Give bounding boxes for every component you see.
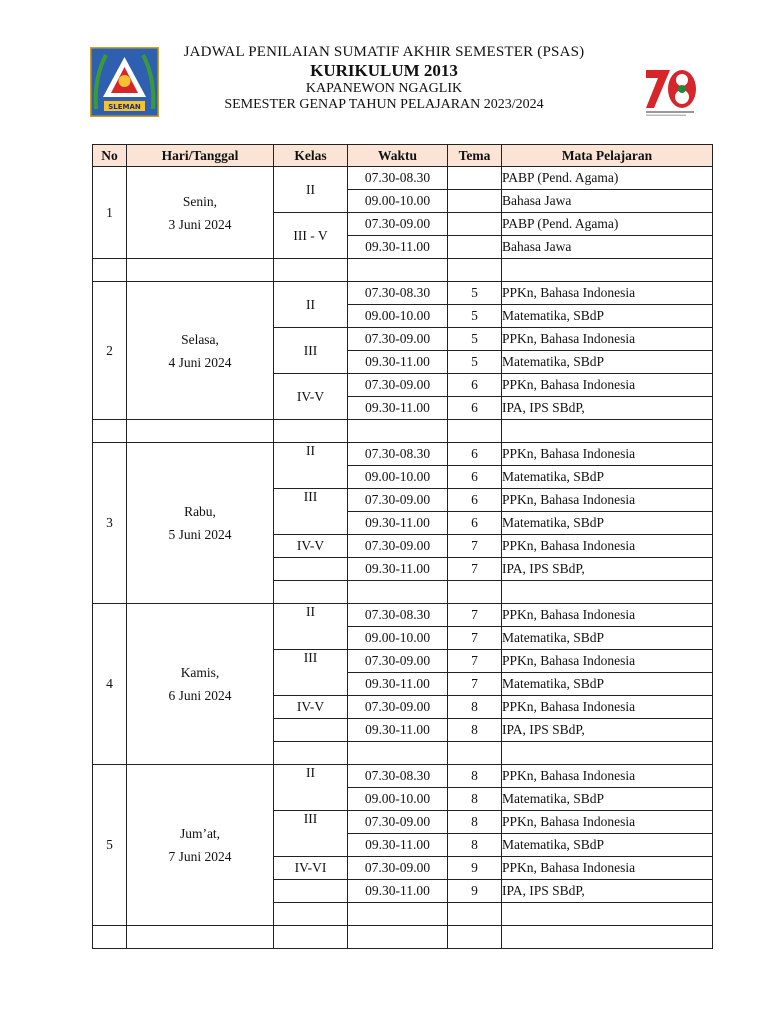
theme-cell [448,167,502,190]
subject-cell: PPKn, Bahasa Indonesia [502,765,713,788]
class-cell: III [274,811,348,857]
day-date-cell [127,765,274,926]
time-cell: 09.00-10.00 [348,627,448,650]
document-header [0,44,768,113]
class-cell [274,880,348,903]
subject-cell: PPKn, Bahasa Indonesia [502,604,713,627]
time-cell: 09.00-10.00 [348,788,448,811]
class-cell [274,719,348,742]
theme-cell: 8 [448,765,502,788]
day-name: Jum’at, [179,826,221,841]
theme-cell: 5 [448,328,502,351]
theme-cell: 6 [448,466,502,489]
subject-cell: IPA, IPS SBdP, [502,397,713,420]
class-cell: III [274,328,348,374]
theme-cell: 8 [448,834,502,857]
theme-cell: 7 [448,627,502,650]
theme-cell: 7 [448,558,502,581]
time-cell: 07.30-08.30 [348,282,448,305]
time-cell: 07.30-09.00 [348,535,448,558]
time-cell: 07.30-08.30 [348,765,448,788]
theme-cell [448,742,502,765]
subject-cell: Bahasa Jawa [502,190,713,213]
header-title: JADWAL PENILAIAN SUMATIF AKHIR SEMESTER (PSAS) [183,44,585,60]
subject-cell: PABP (Pend. Agama) [502,167,713,190]
class-cell [274,903,348,926]
day-number: 2 [93,282,127,420]
table-row [93,282,713,305]
subject-cell: Matematika, SBdP [502,788,713,811]
time-cell: 09.00-10.00 [348,305,448,328]
time-cell: 07.30-09.00 [348,489,448,512]
col-header-time: Waktu [348,145,448,167]
time-cell: 09.30-11.00 [348,558,448,581]
subject-cell: PPKn, Bahasa Indonesia [502,696,713,719]
class-cell: III - V [274,213,348,259]
subject-cell: Matematika, SBdP [502,466,713,489]
subject-cell: Bahasa Jawa [502,236,713,259]
logo-left-text: SLEMAN [108,103,141,111]
day-name: Senin, [182,193,218,209]
day-number: 5 [93,765,127,926]
subject-cell: Matematika, SBdP [502,673,713,696]
subject-cell: IPA, IPS SBdP, [502,719,713,742]
subject-cell [502,581,713,604]
time-cell: 07.30-08.30 [348,604,448,627]
theme-cell: 5 [448,282,502,305]
theme-cell: 5 [448,351,502,374]
class-cell: IV-V [274,535,348,558]
time-cell: 07.30-08.30 [348,443,448,466]
date-text: 3 Juni 2024 [168,216,232,232]
class-cell [274,742,348,765]
time-cell: 07.30-09.00 [348,650,448,673]
subject-cell: PPKn, Bahasa Indonesia [502,811,713,834]
col-header-no: No [93,145,127,167]
class-cell: II [274,604,348,650]
date-text: 4 Juni 2024 [168,354,232,370]
theme-cell: 6 [448,489,502,512]
table-header-row [93,145,713,167]
subject-cell: PPKn, Bahasa Indonesia [502,443,713,466]
theme-cell: 9 [448,857,502,880]
col-header-subject: Mata Pelajaran [502,145,713,167]
theme-cell: 6 [448,443,502,466]
theme-cell: 7 [448,535,502,558]
theme-cell: 8 [448,696,502,719]
class-cell: IV-V [274,696,348,719]
time-cell [348,742,448,765]
day-name: Kamis, [180,665,220,680]
subject-cell: PPKn, Bahasa Indonesia [502,535,713,558]
time-cell: 09.30-11.00 [348,880,448,903]
time-cell: 07.30-08.30 [348,167,448,190]
time-cell: 07.30-09.00 [348,374,448,397]
theme-cell [448,236,502,259]
time-cell: 07.30-09.00 [348,696,448,719]
theme-cell [448,190,502,213]
subject-cell: Matematika, SBdP [502,512,713,535]
day-number: 3 [93,443,127,604]
time-cell: 09.30-11.00 [348,719,448,742]
time-cell: 07.30-09.00 [348,811,448,834]
subject-cell: PABP (Pend. Agama) [502,213,713,236]
date-text: 6 Juni 2024 [168,688,232,703]
date-text: 5 Juni 2024 [168,527,232,542]
time-cell: 09.30-11.00 [348,834,448,857]
theme-cell [448,903,502,926]
day-name: Rabu, [184,504,216,519]
class-cell: II [274,282,348,328]
col-header-theme: Tema [448,145,502,167]
subject-cell: PPKn, Bahasa Indonesia [502,328,713,351]
class-cell [274,558,348,581]
date-text: 7 Juni 2024 [168,849,232,864]
col-header-class: Kelas [274,145,348,167]
time-cell: 09.30-11.00 [348,673,448,696]
subject-cell: Matematika, SBdP [502,627,713,650]
day-date-cell [127,604,274,765]
time-cell [348,581,448,604]
theme-cell: 7 [448,650,502,673]
day-number: 4 [93,604,127,765]
theme-cell [448,213,502,236]
class-cell: III [274,650,348,696]
spacer-row [93,420,713,443]
subject-cell: PPKn, Bahasa Indonesia [502,650,713,673]
class-cell [274,581,348,604]
theme-cell: 7 [448,673,502,696]
time-cell: 09.00-10.00 [348,190,448,213]
time-cell: 07.30-09.00 [348,213,448,236]
table-row [93,604,713,627]
subject-cell: PPKn, Bahasa Indonesia [502,857,713,880]
class-cell: II [274,443,348,489]
time-cell: 09.00-10.00 [348,466,448,489]
day-date-cell [127,443,274,604]
day-number: 1 [93,167,127,259]
class-cell: IV-V [274,374,348,420]
time-cell: 07.30-09.00 [348,328,448,351]
time-cell: 09.30-11.00 [348,351,448,374]
day-date-cell [127,282,274,420]
time-cell: 09.30-11.00 [348,512,448,535]
theme-cell [448,581,502,604]
theme-cell: 8 [448,788,502,811]
subject-cell: IPA, IPS SBdP, [502,880,713,903]
subject-cell [502,742,713,765]
class-cell: II [274,765,348,811]
theme-cell: 5 [448,305,502,328]
subject-cell: Matematika, SBdP [502,351,713,374]
subject-cell [502,903,713,926]
header-semester: SEMESTER GENAP TAHUN PELAJARAN 2023/2024 [224,96,544,112]
col-header-day: Hari/Tanggal [127,145,274,167]
subject-cell: PPKn, Bahasa Indonesia [502,282,713,305]
day-date-cell [127,167,274,259]
schedule-table [92,144,713,949]
table-row [93,765,713,788]
day-name: Selasa, [181,331,219,347]
subject-cell: PPKn, Bahasa Indonesia [502,489,713,512]
time-cell: 09.30-11.00 [348,236,448,259]
spacer-row [93,926,713,949]
table-row [93,443,713,466]
theme-cell: 6 [448,374,502,397]
table-row [93,167,713,190]
theme-cell: 9 [448,880,502,903]
class-cell: III [274,489,348,535]
class-cell: II [274,167,348,213]
time-cell: 07.30-09.00 [348,857,448,880]
spacer-row [93,259,713,282]
subject-cell: Matematika, SBdP [502,305,713,328]
theme-cell: 6 [448,512,502,535]
theme-cell: 7 [448,604,502,627]
header-district: KAPANEWON NGAGLIK [305,80,463,96]
theme-cell: 8 [448,811,502,834]
theme-cell: 6 [448,397,502,420]
time-cell [348,903,448,926]
class-cell: IV-VI [274,857,348,880]
time-cell: 09.30-11.00 [348,397,448,420]
subject-cell: PPKn, Bahasa Indonesia [502,374,713,397]
theme-cell: 8 [448,719,502,742]
subject-cell: IPA, IPS SBdP, [502,558,713,581]
subject-cell: Matematika, SBdP [502,834,713,857]
header-curriculum: KURIKULUM 2013 [310,61,458,81]
